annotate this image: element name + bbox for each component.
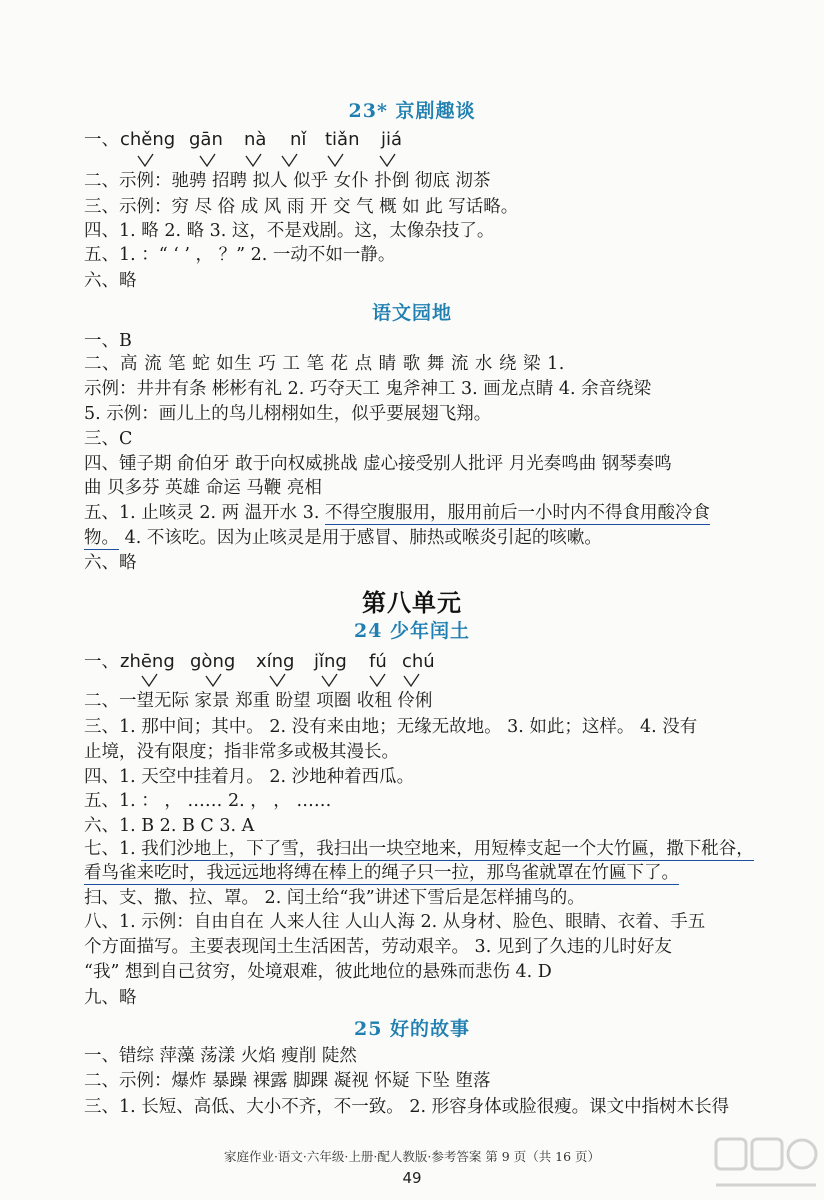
check-icon	[200, 154, 215, 166]
answer-line: 扫、支、撒、拉、罩。 2. 闰土给“我”讲述下雪后是怎样捕鸟的。	[84, 888, 585, 908]
page-number: 49	[402, 1169, 422, 1187]
pinyin-word: chú	[402, 651, 435, 672]
answer-line: 二、示例：爆炸 暴躁 裸露 脚踝 凝视 怀疑 下坠 堕落	[84, 1071, 491, 1091]
section-title-23: 23* 京剧趣谈	[348, 100, 476, 122]
pinyin-row-24	[84, 651, 435, 673]
item-label: 一、	[84, 130, 119, 150]
section-title-ywyd: 语文园地	[371, 302, 452, 324]
check-icon	[142, 674, 157, 686]
answer-line: 曲 贝多芬 英雄 命运 马鞭 亮相	[84, 478, 322, 498]
answer-line	[84, 502, 710, 524]
answer-line: 四、1. 略 2. 略 3. 这，不是戏剧。这，太像杂技了。	[84, 221, 495, 241]
check-icon	[322, 674, 337, 686]
answer-line: 四、锺子期 俞伯牙 敢于向权威挑战 虚心接受别人批评 月光奏鸣曲 钢琴奏鸣	[84, 454, 672, 474]
check-icon	[370, 674, 385, 686]
answer-line: 五、1. ： ， …… 2. ， ， ……	[84, 791, 332, 811]
answer-text: 七、1.	[84, 839, 142, 859]
underlined-text: 我们沙地上，下了雪，我扫出一块空地来，用短棒支起一个大竹匾，撒下秕谷，	[141, 839, 754, 859]
page-footer: 家庭作业·语文·六年级·上册·配人教版·参考答案 第 9 页（共 16 页）	[223, 1149, 601, 1164]
check-icon	[282, 154, 297, 166]
check-icon	[270, 674, 285, 686]
answer-line: 三、1. 那中间；其中。 2. 没有来由地；无缘无故地。 3. 如此；这样。 4. 没有	[84, 717, 698, 737]
answer-line: 三、1. 长短、高低、大小不齐，不一致。 2. 形容身体或脸很瘦。课文中指树木长得	[84, 1097, 730, 1117]
item-label: 一、	[84, 652, 119, 672]
pinyin-word: xíng	[256, 651, 295, 672]
answer-line: 止境，没有限度；指非常多或极其漫长。	[84, 742, 399, 762]
pinyin-word: nà	[244, 129, 267, 150]
section-title-24: 24 少年闰土	[353, 620, 471, 642]
watermark-logo-icon	[712, 1135, 820, 1197]
answer-line: 八、1. 示例：自由自在 人来人往 人山人海 2. 从身材、脸色、眼睛、衣着、手五	[84, 912, 706, 932]
checkmark-row-23	[0, 152, 824, 172]
answer-text: 4. 不该吃。因为止咳灵是用于感冒、肺热或喉炎引起的咳嗽。	[119, 528, 602, 548]
answer-line: 二、一望无际 家景 郑重 盼望 项圈 收租 伶俐	[84, 691, 433, 711]
pinyin-word: gòng	[190, 651, 236, 672]
answer-line: 五、1. ：“ ‘ ’ ， ？” 2. 一动不如一静。	[84, 245, 396, 265]
checkmark-row-24	[0, 672, 824, 692]
answer-line	[84, 527, 602, 549]
answer-line: 六、1. B 2. B C 3. A	[84, 816, 255, 836]
answer-line: 5. 示例：画儿上的鸟儿栩栩如生，似乎要展翅飞翔。	[84, 404, 492, 424]
pinyin-word: nǐ	[290, 129, 307, 150]
answer-line: 三、C	[84, 429, 133, 449]
underlined-text: 看鸟雀来吃时，我远远地将缚在棒上的绳子只一拉，那鸟雀就罩在竹匾下了。	[84, 863, 679, 883]
unit-title: 第八单元	[362, 588, 462, 617]
check-icon	[404, 674, 419, 686]
answer-line: 六、略	[84, 271, 137, 291]
answer-line: 一、B	[84, 331, 132, 351]
answer-text: 五、1. 止咳灵 2. 两 温开水 3.	[84, 503, 325, 523]
answer-line: 示例：井井有条 彬彬有礼 2. 巧夺天工 鬼斧神工 3. 画龙点睛 4. 余音绕梁	[84, 379, 652, 399]
answer-line: “我” 想到自己贫穷，处境艰难，彼此地位的悬殊而悲伤 4. D	[84, 962, 552, 982]
answer-line: 四、1. 天空中挂着月。 2. 沙地种着西瓜。	[84, 767, 415, 787]
pinyin-word: chěng	[120, 129, 176, 150]
underlined-text: 不得空腹服用，服用前后一小时内不得食用酸冷食	[324, 503, 710, 523]
answer-line: 二、高 流 笔 蛇 如生 巧 工 笔 花 点 睛 歌 舞 流 水 绕 梁 1.	[84, 354, 565, 374]
pinyin-word: jǐng	[314, 651, 347, 672]
check-icon	[246, 154, 261, 166]
pinyin-word: jiá	[381, 129, 403, 150]
answer-line: 六、略	[84, 553, 137, 573]
answer-line	[84, 838, 754, 860]
underlined-text: 物。	[84, 528, 119, 548]
answer-line: 一、错综 萍藻 荡漾 火焰 瘦削 陡然	[84, 1046, 357, 1066]
answer-line: 个方面描写。主要表现闰土生活困苦，劳动艰辛。 3. 见到了久违的儿时好友	[84, 937, 672, 957]
pinyin-word: tiǎn	[325, 129, 360, 150]
answer-line: 三、示例：穷 尽 俗 成 风 雨 开 交 气 概 如 此 写话略。	[84, 197, 519, 217]
answer-line: 二、示例：驰骋 招聘 拟人 似乎 女仆 扑倒 彻底 沏茶	[84, 171, 491, 191]
pinyin-word: gān	[189, 129, 223, 150]
pinyin-row-23	[84, 129, 403, 151]
answer-line	[84, 862, 679, 884]
pinyin-word: zhēng	[120, 651, 175, 672]
check-icon	[328, 154, 343, 166]
section-title-25: 25 好的故事	[353, 1018, 471, 1040]
check-icon	[138, 154, 153, 166]
check-icon	[206, 674, 221, 686]
pinyin-word: fú	[369, 651, 387, 672]
answer-line: 九、略	[84, 988, 137, 1008]
check-icon	[380, 154, 395, 166]
